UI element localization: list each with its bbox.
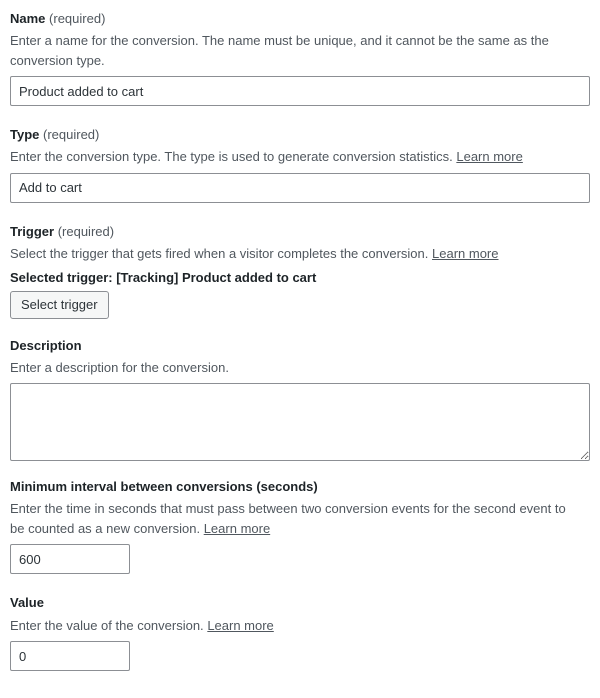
type-input[interactable] bbox=[10, 173, 590, 203]
field-type-required: (required) bbox=[43, 127, 100, 143]
field-trigger-description bbox=[10, 244, 580, 264]
field-trigger-label-text: Trigger bbox=[10, 223, 55, 239]
field-trigger-description-text: Select the trigger that gets fired when a visitor completes the conversion. bbox=[10, 246, 429, 262]
field-minimum-interval-description bbox=[10, 499, 580, 538]
field-description bbox=[10, 337, 590, 465]
field-type-label-text: Type bbox=[10, 127, 40, 143]
field-name-label-text: Name bbox=[10, 11, 46, 26]
field-minimum-interval-description-text: Enter the time in seconds that must pass between two conversion events for the second event to be counted as a new conversion. bbox=[10, 501, 566, 536]
field-type-label bbox=[10, 126, 590, 144]
trigger-learn-more-link[interactable]: Learn more bbox=[432, 246, 499, 262]
select-trigger-button[interactable]: Select trigger bbox=[10, 291, 109, 319]
field-trigger-label bbox=[10, 223, 590, 241]
field-trigger bbox=[10, 223, 590, 319]
field-type bbox=[10, 126, 590, 203]
field-name-required: (required) bbox=[49, 11, 106, 26]
field-trigger-required: (required) bbox=[57, 223, 115, 239]
value-learn-more-link[interactable]: Learn more bbox=[207, 617, 274, 633]
field-value-description-text: Enter the value of the conversion. bbox=[10, 617, 204, 633]
selected-trigger-value: [Tracking] Product added to cart bbox=[116, 269, 317, 285]
type-learn-more-link[interactable]: Learn more bbox=[456, 149, 523, 165]
field-name-description: Enter a name for the conversion. The name must be unique, and it cannot be the same as the conversion type. bbox=[10, 33, 549, 68]
selected-trigger-label: Selected trigger: bbox=[10, 269, 113, 285]
description-textarea[interactable] bbox=[10, 383, 590, 461]
field-value bbox=[10, 594, 590, 671]
field-name bbox=[10, 10, 590, 106]
field-description-description: Enter a description for the conversion. bbox=[10, 359, 229, 375]
field-name-label bbox=[10, 10, 590, 28]
name-input[interactable] bbox=[10, 76, 590, 106]
selected-trigger bbox=[10, 270, 590, 285]
field-type-description-text: Enter the conversion type. The type is used to generate conversion statistics. bbox=[10, 149, 453, 165]
field-value-description bbox=[10, 616, 580, 636]
minimum-interval-input[interactable] bbox=[10, 544, 130, 574]
field-minimum-interval bbox=[10, 478, 590, 574]
minimum-interval-learn-more-link[interactable]: Learn more bbox=[203, 520, 271, 536]
field-type-description bbox=[10, 147, 580, 167]
field-minimum-interval-label: Minimum interval between conversions (seconds) bbox=[10, 479, 318, 495]
value-input[interactable] bbox=[10, 641, 130, 671]
field-description-label: Description bbox=[10, 337, 82, 353]
field-value-label: Value bbox=[10, 595, 44, 611]
